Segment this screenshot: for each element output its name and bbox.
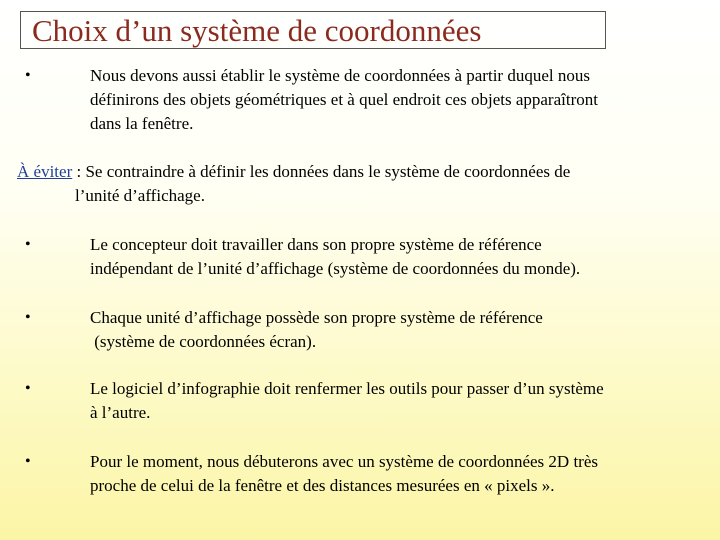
bullet-item-3 — [90, 377, 710, 425]
avoid-note — [17, 160, 707, 208]
bullet-dot-3: • — [25, 380, 31, 397]
title-box — [20, 11, 606, 49]
bullet-1-line-1: Le concepteur doit travailler dans son propre système de référence — [90, 235, 542, 254]
bullet-dot-4: • — [25, 453, 31, 470]
avoid-text-line-1: Se contraindre à définir les données dans le système de coordonnées de — [85, 162, 571, 181]
bullet-item-1 — [90, 233, 710, 281]
bullet-dot-intro: • — [25, 67, 31, 84]
bullet-1-line-2: indépendant de l’unité d’affichage (système de coordonnées du monde). — [90, 259, 581, 278]
bullet-4-line-1: Pour le moment, nous débuterons avec un système de coordonnées 2D très — [90, 452, 598, 471]
avoid-label: À éviter — [17, 162, 73, 181]
bullet-item-2 — [90, 306, 710, 354]
bullet-dot-2: • — [25, 309, 31, 326]
avoid-separator: : — [72, 162, 86, 181]
bullet-2-line-2: (système de coordonnées écran). — [90, 332, 317, 351]
intro-line-2: définirons des objets géométriques et à quel endroit ces objets apparaîtront — [90, 90, 598, 109]
bullet-2-line-1: Chaque unité d’affichage possède son propre système de référence — [90, 308, 543, 327]
bullet-3-line-2: à l’autre. — [90, 403, 151, 422]
bullet-3-line-1: Le logiciel d’infographie doit renfermer les outils pour passer d’un système — [90, 379, 604, 398]
bullet-4-line-2: proche de celui de la fenêtre et des distances mesurées en « pixels ». — [90, 476, 555, 495]
bullet-item-4 — [90, 450, 710, 498]
avoid-text-line-2: l’unité d’affichage. — [75, 186, 205, 205]
slide-title: Choix d’un système de coordonnées — [32, 13, 482, 48]
intro-paragraph — [90, 64, 710, 136]
bullet-dot-1: • — [25, 236, 31, 253]
intro-line-3: dans la fenêtre. — [90, 114, 194, 133]
intro-line-1: Nous devons aussi établir le système de coordonnées à partir duquel nous — [90, 66, 590, 85]
